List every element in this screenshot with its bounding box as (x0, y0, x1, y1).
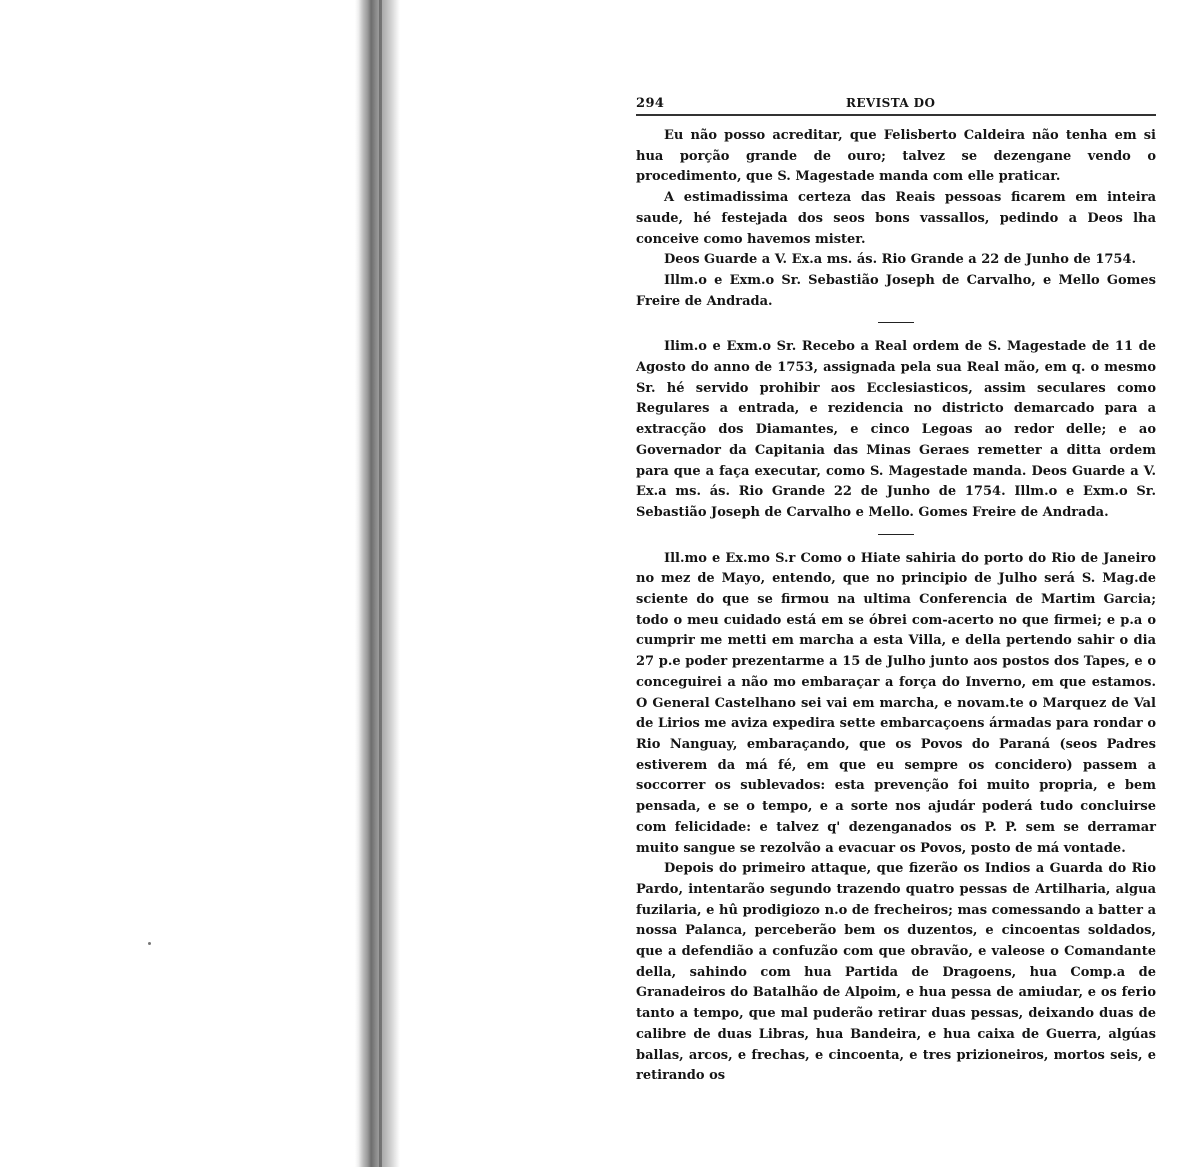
letter-1-signature: Illm.o e Exm.o Sr. Sebastião Joseph de Carvalho, e Mello Gomes Freire de Andrada. (636, 272, 1156, 309)
book-page (636, 96, 1156, 1087)
letter-2 (636, 337, 1156, 523)
section-separator-1 (878, 322, 914, 323)
letter-1-paragraph-1: Eu não posso acreditar, que Felisberto Caldeira não tenha em si hua porção grande de ouro; talvez se dezengane vendo o procedimento, que S. Magestade manda com elle praticar. (636, 128, 1156, 185)
book-spine-line (379, 0, 382, 1167)
letter-1-paragraph-2: A estimadissima certeza das Reais pessoas ficarem em inteira saude, hé festejada dos seos bons vassallos, pedindo a Deos lha conceive como havemos mister. (636, 190, 1156, 247)
letter-2-paragraph-1: Ilim.o e Exm.o Sr. Recebo a Real ordem de S. Magestade de 11 de Agosto do anno de 1753, assignada pela sua Real mão, em q. o mesmo Sr. hé servido prohibir aos Ecclesiasticos, assim seculares como Regulares a entrada, e rezidencia no districto demarcado para a extracção dos Diamantes, e cinco Legoas ao redor delle; e ao Governador da Capitania das Minas Geraes remetter a ditta ordem para que a faça executar, como S. Magestade manda. Deos Guarde a V. Ex.a ms. ás. Rio Grande 22 de Junho de 1754. Illm.o e Exm.o Sr. Sebastião Joseph de Carvalho e Mello. Gomes Freire de Andrada. (636, 339, 1156, 520)
letter-1 (636, 126, 1156, 312)
page-header (636, 96, 1156, 113)
letter-3-paragraph-2: Depois do primeiro attaque, que fizerão os Indios a Guarda do Rio Pardo, intentarão segundo trazendo quatro pessas de Artilharia, algua fuzilaria, e hû prodigiozo n.o de frecheiros; mas comessando a batter a nossa Palanca, perceberão bem os duzentos, e cincoentas soldados, que a defendião a confuzão com que obravão, e valeose o Comandante della, sahindo com hua Partida de Dragoens, hua Comp.a de Granadeiros do Batalhão de Alpoim, e hua pessa de amiudar, e os ferio tanto a tempo, que mal puderão retirar duas pessas, deixando duas de calibre de duas Libras, hua Bandeira, e hua caixa de Guerra, algúas ballas, arcos, e frechas, e cincoenta, e tres prizioneiros, mortos seis, e retirando os (636, 861, 1156, 1084)
letter-1-closing: Deos Guarde a V. Ex.a ms. ás. Rio Grande a 22 de Junho de 1754. (664, 252, 1137, 268)
page-number: 294 (636, 96, 665, 111)
scan-speck (148, 942, 151, 945)
section-separator-2 (878, 534, 914, 535)
header-rule (636, 114, 1156, 116)
running-title: REVISTA DO (846, 96, 936, 110)
letter-3 (636, 549, 1156, 1087)
book-gutter-shadow (355, 0, 400, 1167)
letter-3-paragraph-1: Ill.mo e Ex.mo S.r Como o Hiate sahiria do porto do Rio de Janeiro no mez de Mayo, entendo, que no principio de Julho será S. Mag.de sciente do que se firmou na ultima Conferencia de Martim Garcia; todo o meu cuidado está em se óbrei com-acerto no que firmei; e p.a o cumprir me metti em marcha a esta Villa, e della pertendo sahir o dia 27 p.e poder prezentarme a 15 de Julho junto aos postos dos Tapes, e o conceguirei a não mo embaraçar a força do Inverno, em que estamos. O General Castelhano sei vai em marcha, e novam.te o Marquez de Val de Lirios me aviza expedira sette embarcaçoens ármadas para rondar o Rio Nanguay, embaraçando, que os Povos do Paraná (seos Padres estiverem da má fé, em que eu sempre os concidero) passem a soccorrer os sublevados: esta prevenção foi muito propria, e bem pensada, e se o tempo, e a sorte nos ajudár poderá tudo concluirse com felicidade: e talvez q' dezenganados os P. P. sem se derramar muito sangue se rezolvão a evacuar os Povos, posto de má vontade. (636, 550, 1156, 856)
